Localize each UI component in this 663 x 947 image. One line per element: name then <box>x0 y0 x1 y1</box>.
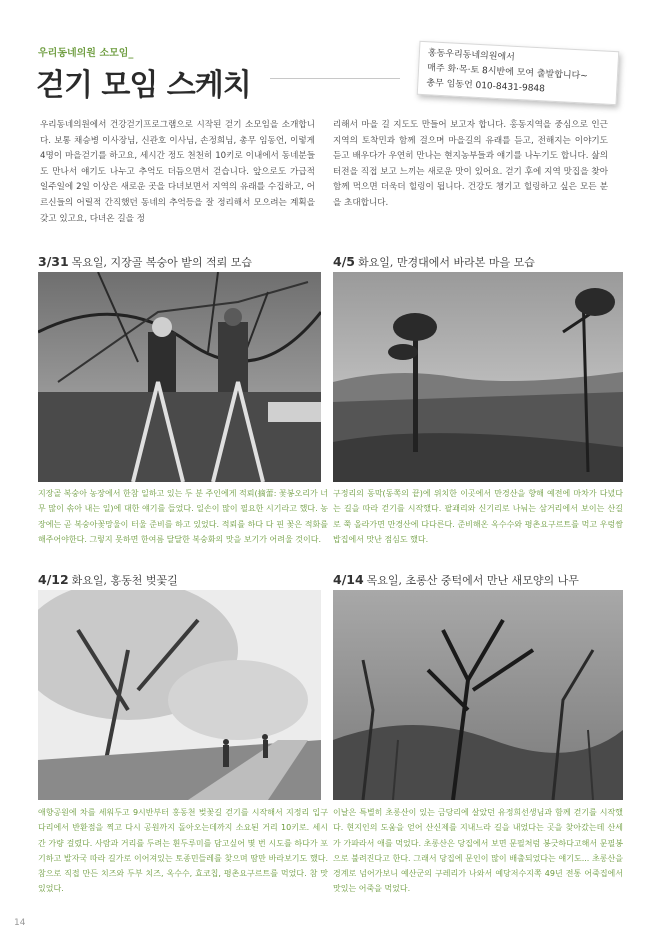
caption-3: 애향공원에 차를 세워두고 9시반부터 홍동천 벚꽃길 걷기를 시작해서 지정리 입구다리에서 반환점을 찍고 다시 공원까지 돌아오는데까지 소요된 거리 10키로. 세시간 가량 걸렸다. 사람과 거리를 두려는 흰두루미를 담고싶어 몇 번 시도를 하다가 포기하고 발자국 따라 길가로 이어져있는 토종민들레를 찾으며 땀만 바라보기도 했다. 참으로 직접 만든 치즈와 두부 치즈, 옥수수, 효코칩, 평촌요구르트를 먹었다. 참 맛있었다. <box>38 808 328 894</box>
page-number: 14 <box>14 918 26 928</box>
section-heading-1: 목요일, 지장골 복숭아 밭의 적뢰 모습 <box>71 256 253 269</box>
note-line-3: 총무 임동언 010-8431-9848 <box>426 78 546 95</box>
section-date-3: 4/12 <box>38 572 69 587</box>
photo-cherry-blossom-road <box>38 590 321 800</box>
caption-2: 구정리의 동막(동쪽의 끝)에 위치한 이곳에서 만경산을 향해 예전에 마차가 다녔다는 길을 따라 걷기를 시작했다. 팔괘리와 신기리로 나눠는 삼거리에서 보이는 산길로 쭉 올라가면 만경산에 다다른다. 준비해온 옥수수와 평촌요구르트를 먹고 우렁쌈밥집에서 맛난 점심도 했다. <box>333 489 623 544</box>
caption-1: 지장골 복숭아 농장에서 한참 일하고 있는 두 분 주인에게 적뢰(摘蕾: 꽃봉오리가 너무 많이 솎아 내는 일)에 대한 얘기를 들었다. 일손이 많이 필요한 시기라고 했다. 농장에는 곧 복숭아꽃망울이 터울 준비를 하고 있었다. 적뢰를 하다 다 핀 꽃은 적화를 해주어야한다. 그렇지 못하면 한여름 달달한 복숭화의 맛을 보기가 어려울 것이다. <box>38 489 328 544</box>
section-title-3 <box>38 572 178 588</box>
intro-text-left: 우리동네의원에서 건강걷기프로그램으로 시작된 걷기 소모임을 소개합니다. 보통 채승병 이사장님, 신관호 이사님, 손정희님, 총무 임동언, 이렇게 4명이 마을걷기를 하고요, 세시간 정도 천천히 10키로 이내에서 동네분들도 만나서 얘기도 나누고 추억도 더듬으면서 걷습니다. 앞으로도 가급적 일주일에 2일 이상은 새로운 곳을 다녀보면서 지역의 유래를 수집하고, 어르신들의 어릴적 간직했던 동네의 추억등을 잘 정리해서 모으려는 계획을 갖고 있고요, 다녀온 길을 정 <box>40 120 315 224</box>
note-line-1: 홍동우리동네의원에서 <box>427 48 516 63</box>
section-title-1 <box>38 254 252 270</box>
title-divider <box>270 78 400 79</box>
contact-note <box>417 41 620 105</box>
photo-bird-shaped-tree <box>333 590 623 800</box>
section-kicker: 우리동네의원 소모임_ <box>38 48 134 59</box>
note-line-2: 매주 화·목·토 8시반에 모여 출발합니다~ <box>426 63 589 82</box>
intro-text-right: 리해서 마을 길 지도도 만들어 보고자 합니다. 홍동지역을 중심으로 인근 지역의 토착민과 함께 걸으며 마을길의 유래를 듣고, 전해지는 이야기도 듣고 배우다가 우연히 만나는 현지농부들과 얘기를 나누기도 합니다. 삶의 터전을 직접 보고 느끼는 새로운 맛이 있어요. 걷기 후에 지역 맛집을 찾아 함께 먹으면 더욱더 힐링이 됩니다. 건강도 챙기고 힐링하고 싶은 모든 분을 초대합니다. <box>333 120 608 208</box>
section-heading-4: 목요일, 초롱산 중턱에서 만난 새모양의 나무 <box>366 574 579 587</box>
section-date-1: 3/31 <box>38 254 69 269</box>
section-date-4: 4/14 <box>333 572 364 587</box>
photo-peach-orchard <box>38 272 321 482</box>
caption-4: 이날은 특별히 초롱산이 있는 금당리에 살았던 유정희선생님과 함께 걷기를 시작했다. 현지인의 도움을 얻어 산신제를 지내느라 길을 내었다는 곳을 찾아갔는데 산세가 가파라서 애를 먹었다. 초롱산은 당집에서 보면 문필처럼 봉긋하다고해서 문필봉으로 불려진다고 한다. 그래서 당집에 문인이 많이 배출되었다는 얘기도... 초롱산을 경계로 넘어가보니 예산군의 구레리가 나와서 예당저수지쪽 49년 전통 어죽집에서 맛있는 어죽을 먹었다. <box>333 808 623 894</box>
page-title: 걷기 모임 스케치 <box>36 68 251 103</box>
section-heading-3: 화요일, 홍동천 벚꽃길 <box>71 574 178 587</box>
section-title-2 <box>333 254 535 270</box>
section-date-2: 4/5 <box>333 254 355 269</box>
photo-village-view <box>333 272 623 482</box>
section-heading-2: 화요일, 만경대에서 바라본 마을 모습 <box>357 256 535 269</box>
section-title-4 <box>333 572 579 588</box>
